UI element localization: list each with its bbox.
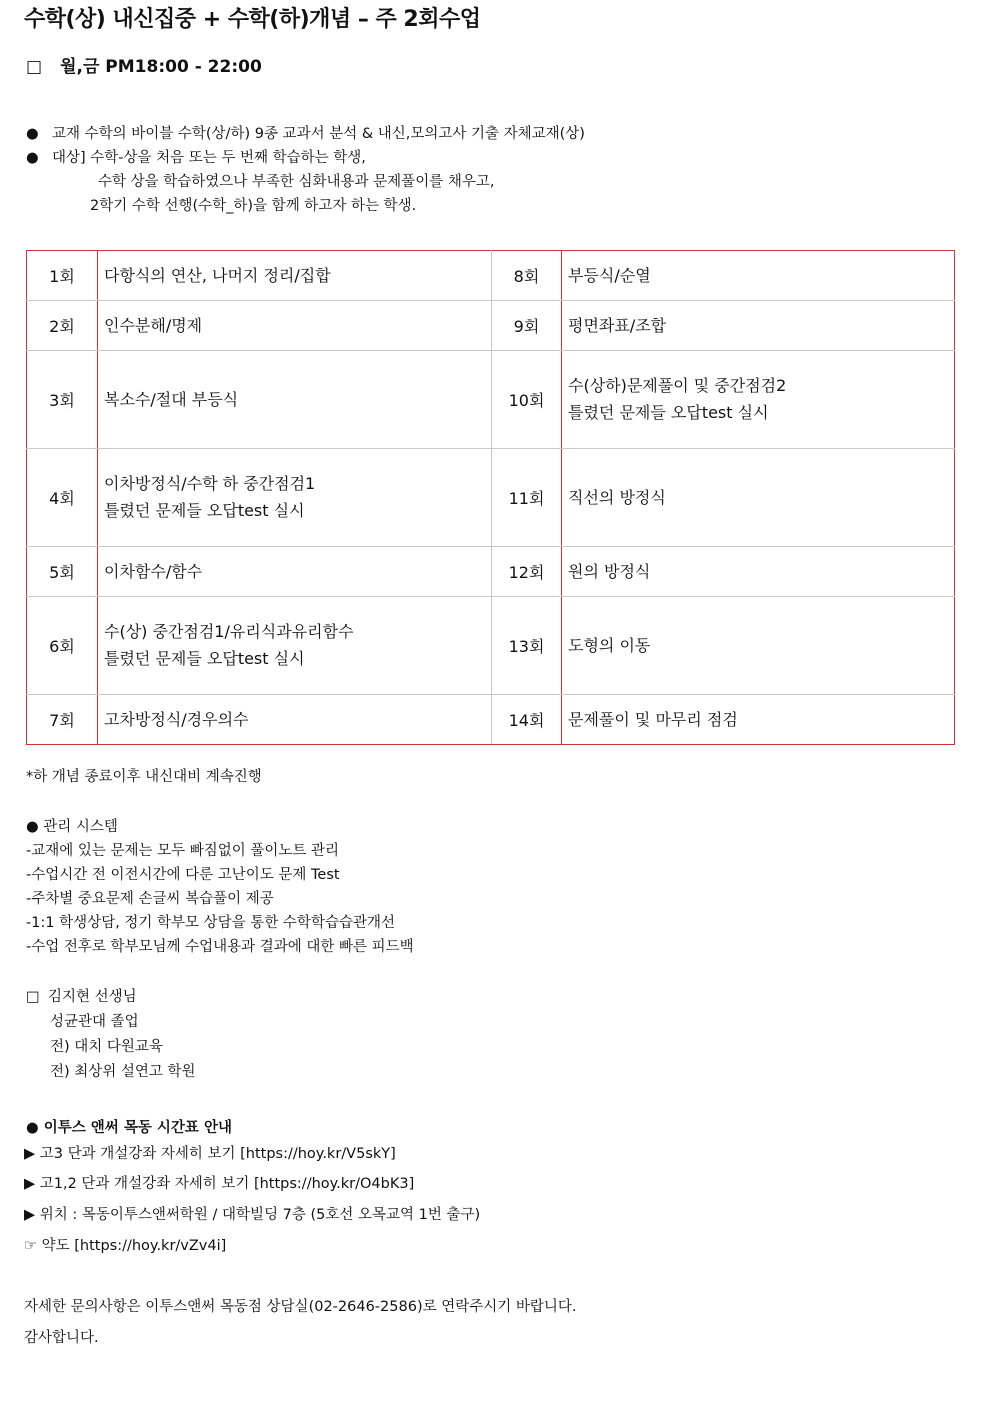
curriculum-row <box>27 251 955 301</box>
document-title: 수학(상) 내신집중 + 수학(하)개념 – 주 2회수업 <box>24 7 481 32</box>
bullet-icon: ● <box>26 150 39 166</box>
topic-line: 이차방정식/수학 하 중간점검1 <box>104 474 316 494</box>
session-topic <box>562 596 955 694</box>
curriculum-row <box>27 448 955 546</box>
class-schedule <box>26 52 262 77</box>
topic-line: 문제풀이 및 마무리 점검 <box>568 710 738 729</box>
timetable-link-hs12[interactable]: ▶ 고1,2 단과 개설강좌 자세히 보기 [https://hoy.kr/O4bK3] <box>24 1176 415 1192</box>
session-number: 4회 <box>27 448 98 546</box>
curriculum-row <box>27 547 955 597</box>
topic-line: 도형의 이동 <box>568 635 651 655</box>
bullet-icon: ● <box>26 126 39 142</box>
session-topic <box>98 350 492 448</box>
timetable-link-hs3[interactable]: ▶ 고3 단과 개설강좌 자세히 보기 [https://hoy.kr/V5skY] <box>24 1146 396 1162</box>
timetable-heading: ● 이투스 앤써 목동 시간표 안내 <box>26 1120 232 1136</box>
curriculum-row <box>27 596 955 694</box>
topic-line: 부등식/순열 <box>568 265 651 285</box>
management-item: -수업시간 전 이전시간에 다룬 고난이도 문제 Test <box>26 867 340 883</box>
topic-line: 고차방정식/경우의수 <box>104 710 249 729</box>
topic-line: 평면좌표/조합 <box>568 315 667 335</box>
session-number: 1회 <box>27 251 98 301</box>
topic-line: 틀렸던 문제들 오답test 실시 <box>104 649 305 669</box>
session-number: 9회 <box>492 300 562 350</box>
intro-line-4: 2학기 수학 선행(수학_하)을 함께 하고자 하는 학생. <box>90 198 417 214</box>
teacher-career: 전) 대치 다원교육 <box>50 1039 163 1055</box>
management-item: -주차별 중요문제 손글씨 복습풀이 제공 <box>26 891 274 907</box>
session-number: 5회 <box>27 547 98 597</box>
session-number: 12회 <box>492 547 562 597</box>
intro-line-1: ● 교재 수학의 바이블 수학(상/하) 9종 교과서 분석 & 내신,모의고사 기출 자체교재(상) <box>26 122 585 146</box>
topic-line: 틀렸던 문제들 오답test 실시 <box>104 501 305 521</box>
teacher-career: 성균관대 졸업 <box>50 1014 139 1030</box>
management-heading: ● 관리 시스템 <box>26 819 118 835</box>
session-number: 3회 <box>27 350 98 448</box>
session-topic <box>98 596 492 694</box>
curriculum-row <box>27 695 955 745</box>
curriculum-note: *하 개념 종료이후 내신대비 계속진행 <box>26 769 262 785</box>
teacher-name-row <box>26 985 137 1009</box>
intro-line-3: 수학 상을 학습하였으나 부족한 심화내용과 문제풀이를 채우고, <box>98 174 495 190</box>
session-number: 13회 <box>492 596 562 694</box>
teacher-career: 전) 최상위 설연고 학원 <box>50 1064 196 1080</box>
management-item: -수업 전후로 학부모님께 수업내용과 결과에 대한 빠른 피드백 <box>26 939 414 955</box>
session-topic <box>98 695 492 745</box>
location-info: ▶ 위치 : 목동이투스앤써학원 / 대학빌딩 7층 (5호선 오목교역 1번 출구) <box>24 1207 481 1223</box>
session-topic <box>562 300 955 350</box>
session-number: 10회 <box>492 350 562 448</box>
session-topic <box>562 695 955 745</box>
checkbox-icon: □ <box>26 57 43 77</box>
intro-line-2: ● 대상] 수학-상을 처음 또는 두 번째 학습하는 학생, <box>26 146 366 170</box>
session-topic <box>98 251 492 301</box>
topic-line: 복소수/절대 부등식 <box>104 389 239 409</box>
schedule-text: 월,금 PM18:00 - 22:00 <box>60 57 262 77</box>
session-topic <box>562 251 955 301</box>
management-item: -교재에 있는 문제는 모두 빠짐없이 풀이노트 관리 <box>26 843 340 859</box>
session-number: 8회 <box>492 251 562 301</box>
session-topic <box>98 448 492 546</box>
topic-line: 인수분해/명제 <box>104 315 203 335</box>
curriculum-row <box>27 350 955 448</box>
topic-line: 수(상) 중간점검1/유리식과유리함수 <box>104 622 354 642</box>
session-topic <box>98 300 492 350</box>
session-topic <box>562 547 955 597</box>
session-topic <box>98 547 492 597</box>
curriculum-row <box>27 300 955 350</box>
session-topic <box>562 350 955 448</box>
teacher-name: 김지현 선생님 <box>48 989 137 1005</box>
session-number: 11회 <box>492 448 562 546</box>
topic-line: 직선의 방정식 <box>568 487 666 507</box>
session-number: 7회 <box>27 695 98 745</box>
topic-line: 틀렸던 문제들 오답test 실시 <box>568 403 769 423</box>
checkbox-icon: □ <box>26 989 40 1005</box>
session-number: 6회 <box>27 596 98 694</box>
session-topic <box>562 448 955 546</box>
thanks-text: 감사합니다. <box>24 1330 99 1346</box>
topic-line: 이차함수/함수 <box>104 561 203 581</box>
session-number: 2회 <box>27 300 98 350</box>
contact-text: 자세한 문의사항은 이투스앤써 목동점 상담실(02-2646-2586)로 연락주시기 바랍니다. <box>24 1299 577 1315</box>
topic-line: 수(상하)문제풀이 및 중간점검2 <box>568 376 787 396</box>
map-link[interactable]: ☞ 약도 [https://hoy.kr/vZv4i] <box>24 1238 227 1254</box>
topic-line: 원의 방정식 <box>568 561 651 581</box>
curriculum-table <box>26 250 955 745</box>
management-item: -1:1 학생상담, 정기 학부모 상담을 통한 수학학습습관개선 <box>26 915 395 931</box>
session-number: 14회 <box>492 695 562 745</box>
topic-line: 다항식의 연산, 나머지 정리/집합 <box>104 265 331 285</box>
